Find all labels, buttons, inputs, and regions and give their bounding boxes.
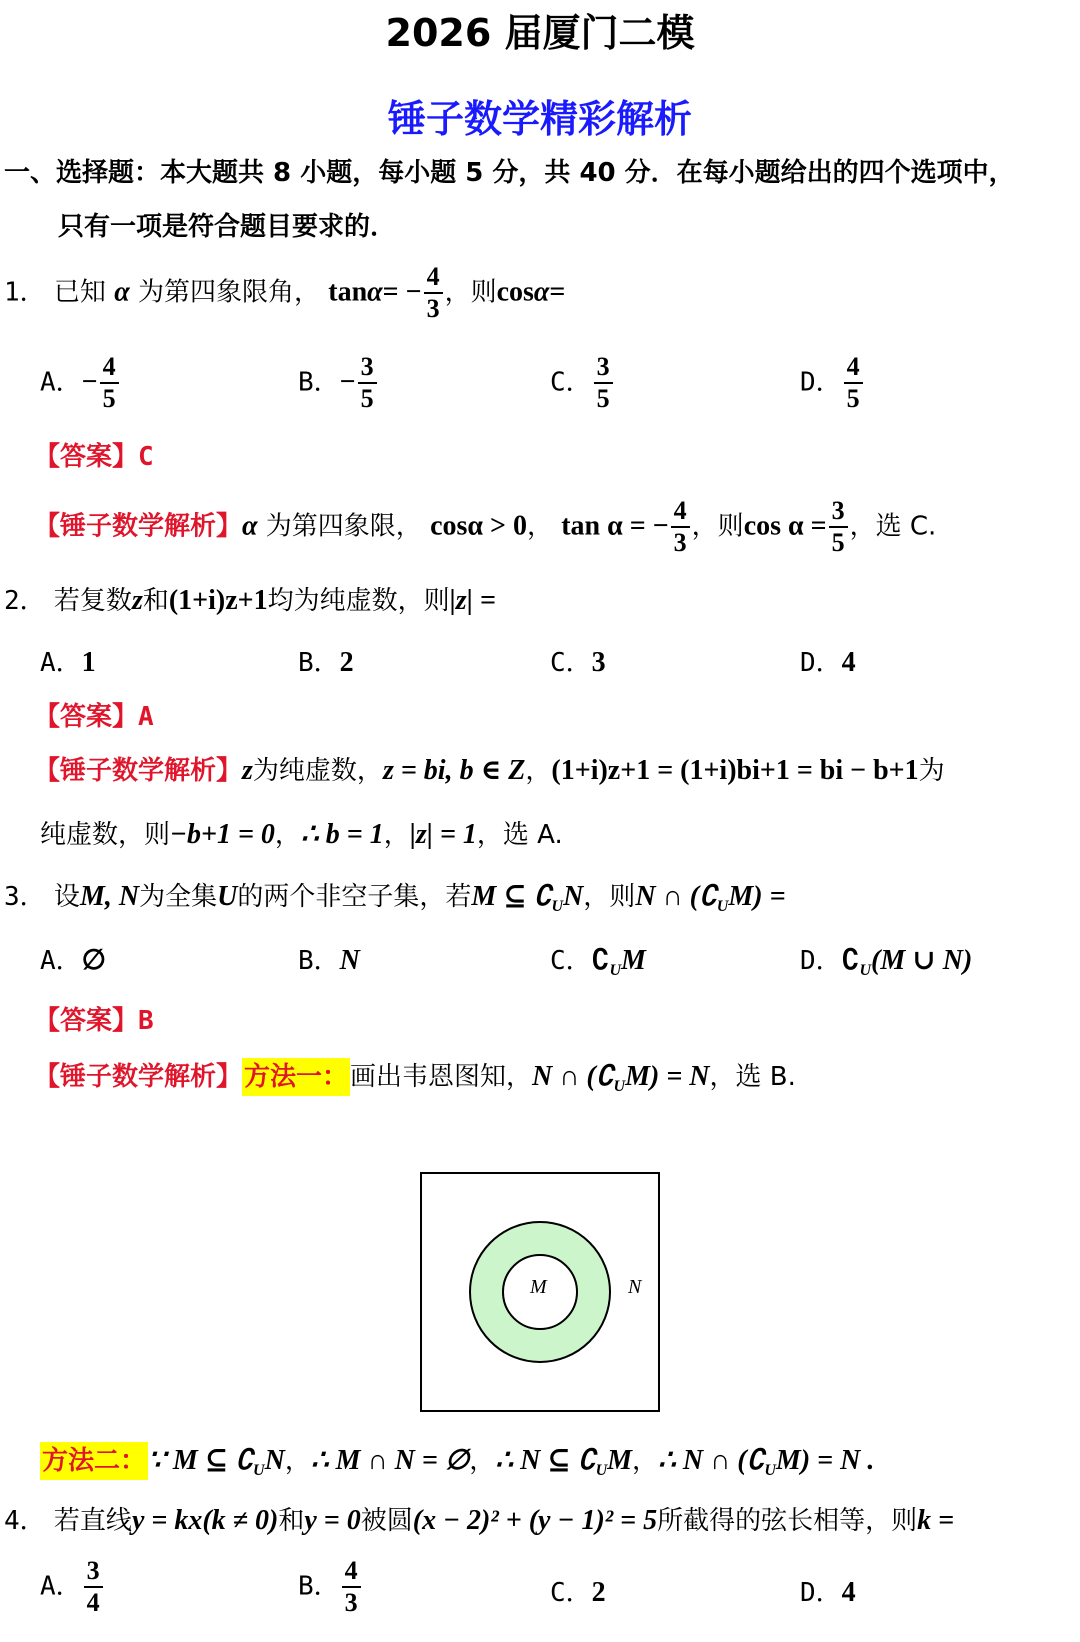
q1-option-d: D． $\frac{4}{5}$ [800, 352, 865, 414]
q2-option-a: A．1 [40, 647, 96, 678]
cos-function: cos [496, 276, 534, 308]
alpha-symbol: α [367, 276, 383, 308]
method1-highlight: 方法一： [242, 1058, 350, 1096]
section-heading-line1: 一、选择题：本大题共 8 小题，每小题 5 分，共 40 分．在每小题给出的四个选项中， [4, 158, 1015, 188]
alpha-symbol: α [114, 276, 130, 308]
question-text: 为第四象限角， [137, 277, 320, 308]
q3-solution-method1: 【锤子数学解析】方法一：画出韦恩图知，N ∩ $(∁_UM) = N$，选 B. [34, 1056, 796, 1096]
q4-option-c: C．2 [550, 1577, 606, 1608]
q1-answer: 【答案】C [34, 442, 154, 472]
venn-label-n: N [628, 1276, 642, 1298]
question-text: 已知 [53, 277, 106, 308]
q4-option-b: B． $\frac{4}{3}$ [298, 1556, 363, 1618]
question-4: 4． 若直线y = kx(k ≠ 0)和y = 0被圆(x − 2)² + (y − 1)² = 5所截得的弦长相等，则k = [4, 1505, 955, 1536]
option-label: B． [298, 367, 340, 398]
q3-option-b: B．N [298, 945, 360, 976]
q4-option-a: A． $\frac{3}{4}$ [40, 1556, 105, 1618]
question-number: 3． [4, 882, 46, 912]
q4-option-d: D．4 [800, 1577, 856, 1608]
q2-option-d: D．4 [800, 647, 856, 678]
venn-label-m: M [530, 1276, 547, 1298]
q1-solution: 【锤子数学解析】α 为第四象限， cosα > 0， tan α = − $\frac{4}{3}$ ，则cos α = $\frac{3}{5}$ ，选 C. [34, 496, 937, 557]
q3-solution-method2: 方法二：∵ M ⊆ $∁_UN$，∴ M ∩ N = ∅，∴ N ⊆ $∁_UM$，∴ N ∩ $(∁_UM) = N$ . [40, 1440, 874, 1480]
q3-option-a: A．∅ [40, 945, 107, 976]
q2-option-c: C．3 [550, 647, 606, 678]
q2-solution-line2: 纯虚数，则−b+1 = 0，∴ b = 1，|z| = 1，选 A. [40, 819, 563, 850]
question-3: 3． 设M, N为全集U的两个非空子集，若M ⊆ $∁_UN$，则N ∩ $(∁_UM)$ = [4, 881, 786, 916]
q1-option-c: C． $\frac{3}{5}$ [550, 352, 615, 414]
venn-diagram [420, 1172, 660, 1412]
q2-solution-line1: 【锤子数学解析】z为纯虚数，z = bi, b ∈ Z，(1+i)z+1 = (1+i)bi+1 = bi − b+1为 [34, 755, 945, 786]
q1-option-a: A．− $\frac{4}{5}$ [40, 352, 121, 414]
page-title: 2026 届厦门二模 [385, 11, 695, 55]
option-label: A． [40, 367, 82, 398]
option-label: D． [800, 367, 842, 398]
q2-answer: 【答案】A [34, 702, 154, 732]
question-text: ，则 [444, 277, 497, 308]
question-number: 2． [4, 586, 46, 616]
q3-option-d: D．$∁_U(M$ ∪ N) [800, 945, 973, 980]
q1-option-b: B．− $\frac{3}{5}$ [298, 352, 379, 414]
q3-option-c: C．$∁_UM$ [550, 945, 646, 980]
analysis-label: 【锤子数学解析】 [34, 511, 243, 542]
equals-sign: = [549, 276, 566, 308]
page-subtitle: 锤子数学精彩解析 [387, 97, 692, 141]
question-2: 2． 若复数z和(1+i)z+1均为纯虚数，则|z| = [4, 585, 496, 616]
question-1 [4, 262, 565, 324]
question-number: 4． [4, 1506, 46, 1536]
fraction: $\frac{4}{3}$ [424, 262, 443, 324]
equals-negative: = − [382, 276, 422, 308]
option-label: C． [550, 367, 592, 398]
question-number: 1． [4, 277, 46, 308]
section-heading-line2: 只有一项是符合题目要求的． [58, 212, 397, 242]
tan-function: tan [328, 276, 368, 308]
q3-answer: 【答案】B [34, 1006, 154, 1036]
alpha-symbol: α [533, 276, 550, 308]
q2-option-b: B．2 [298, 647, 354, 678]
method2-highlight: 方法二： [40, 1442, 148, 1480]
